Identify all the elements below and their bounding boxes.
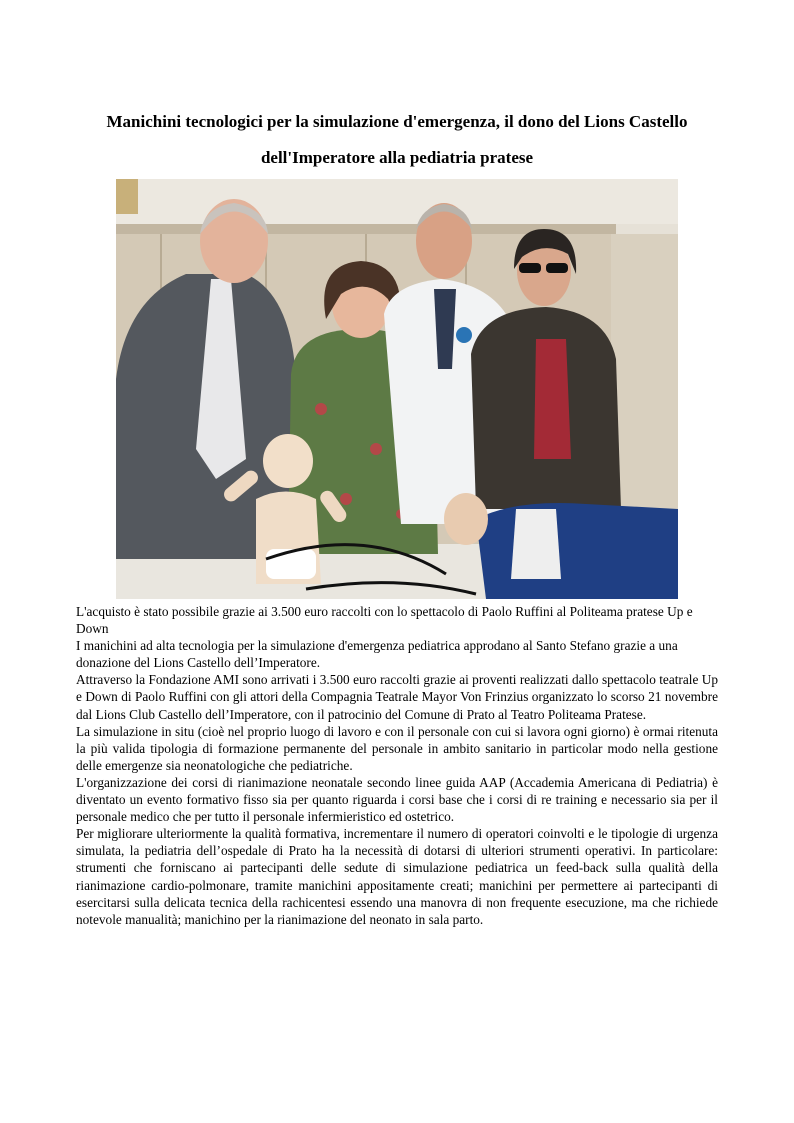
paragraph: I manichini ad alta tecnologia per la simulazione d'emergenza pediatrica approdano al Santo Stefano grazie a una donazione del Lions Castello dell’Imperatore. — [76, 638, 678, 671]
paragraph: L'organizzazione dei corsi di rianimazione neonatale secondo linee guida AAP (Accademia Americana di Pediatria) è diventato un evento formativo fisso sia per quanto riguarda i corsi base che i corsi di re training e necessario sia per il personale medico che per tutto il personale infermieristico ed ostetrico. — [76, 774, 718, 825]
paragraph: La simulazione in situ (cioè nel proprio luogo di lavoro e con il personale con cui si lavora ogni giorno) è ormai ritenuta la più valida tipologia di formazione permanente del personale in ambito sanitario in particolar modo nella gestione delle emergenze sia neonatologiche che pediatriche. — [76, 723, 718, 773]
article-photo — [116, 179, 678, 599]
paragraph: Attraverso la Fondazione AMI sono arrivati i 3.500 euro raccolti grazie ai proventi realizzati dallo spettacolo teatrale Up e Down di Paolo Ruffini con gli attori della Compagnia Teatrale Mayor Von Frinzius organizzato lo scorso 21 novembre dal Lions Club Castello dell’Imperatore, con il patrocinio del Comune di Prato al Teatro Politeama Pratese. — [76, 672, 718, 722]
article-body — [76, 603, 718, 928]
paragraph: Per migliorare ulteriormente la qualità formativa, incrementare il numero di operatori coinvolti e le tipologie di urgenza simulata, la pediatria dell’ospedale di Prato ha la necessità di dotarsi di ulteriori strumenti operativi. In particolare: strumenti che forniscano ai partecipanti delle sedute di simulazione pediatrica un feed-back sulla qualità della rianimazione cardio-polmonare, tramite manichini appositamente creati; manichini per permettere ai partecipanti di esercitarsi sulla delicata tecnica della rachicentesi essendo una manovra di non frequente esecuzione, ma che richiede notevole manualità; manichino per la rianimazione del neonato in sala parto. — [76, 826, 718, 927]
photo-illustration — [116, 179, 678, 599]
article-title: Manichini tecnologici per la simulazione d'emergenza, il dono del Lions Castello dell'Imperatore alla pediatria pratese — [106, 112, 688, 167]
article-subtitle: L'acquisto è stato possibile grazie ai 3.500 euro raccolti con lo spettacolo di Paolo Ruffini al Politeama pratese Up e Down — [76, 604, 693, 637]
